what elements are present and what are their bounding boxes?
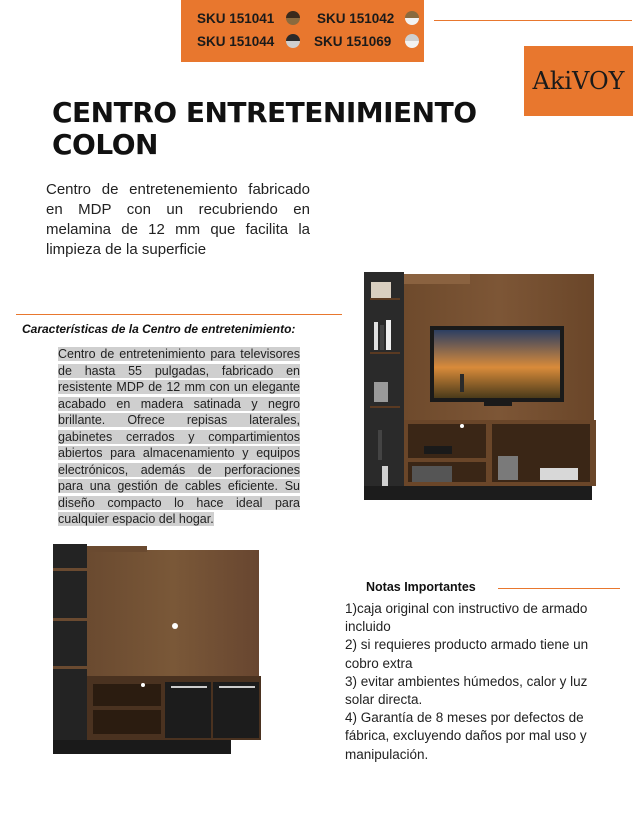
notes-heading: Notas Importantes [366,580,476,594]
sku-label: SKU 151042 [317,11,395,26]
color-swatch-icon [286,11,300,25]
header-divider [434,20,632,21]
note-item: 2) si requieres producto armado tiene un cobro extra [345,637,589,671]
sku-label: SKU 151041 [197,11,275,26]
sku-header [181,0,424,62]
sku-label: SKU 151044 [197,34,275,49]
notes-list [345,600,617,764]
color-swatch-icon [286,34,300,48]
title-line-1: CENTRO ENTRETENIMIENTO [52,96,477,129]
note-item: 3) evitar ambientes húmedos, calor y luz solar directa. [345,673,588,708]
note-item: 4) Garantía de 8 meses por defectos de fábrica, excluyendo daños por mal uso y manipulación. [345,710,587,762]
brand-logo [524,46,633,116]
color-swatch-icon [405,34,419,48]
notes-divider [498,588,620,589]
sku-label: SKU 151069 [314,34,392,49]
page-title [52,97,492,161]
product-render [53,544,261,754]
features-heading: Características de la Centro de entretenimiento: [22,322,296,336]
color-swatch-icon [405,11,419,25]
features-divider [16,314,342,315]
features-paragraph: Centro de entretenimiento para televisores de hasta 55 pulgadas, fabricado en resistente MDP de 12 mm con un elegante acabado en madera satinada y negro brillante. Ofrece repisas laterales, gabinetes cerrados y compartimientos abiertos para almacenamiento y equipos electrónicos, además de perforaciones para una gestión de cables eficiente. Su diseño compacto lo hace ideal para cualquier espacio del hogar. [58,347,300,526]
product-photo [364,270,596,504]
note-item: 1)caja original con instructivo de armado incluido [345,601,588,635]
brand-logo-text: AkiVOY [532,67,625,95]
intro-paragraph: Centro de entretenemiento fabricado en MDP con un recubriendo en melamina de 12 mm que facilita la limpieza de la superficie [46,181,310,258]
title-line-2: COLON [52,128,158,161]
